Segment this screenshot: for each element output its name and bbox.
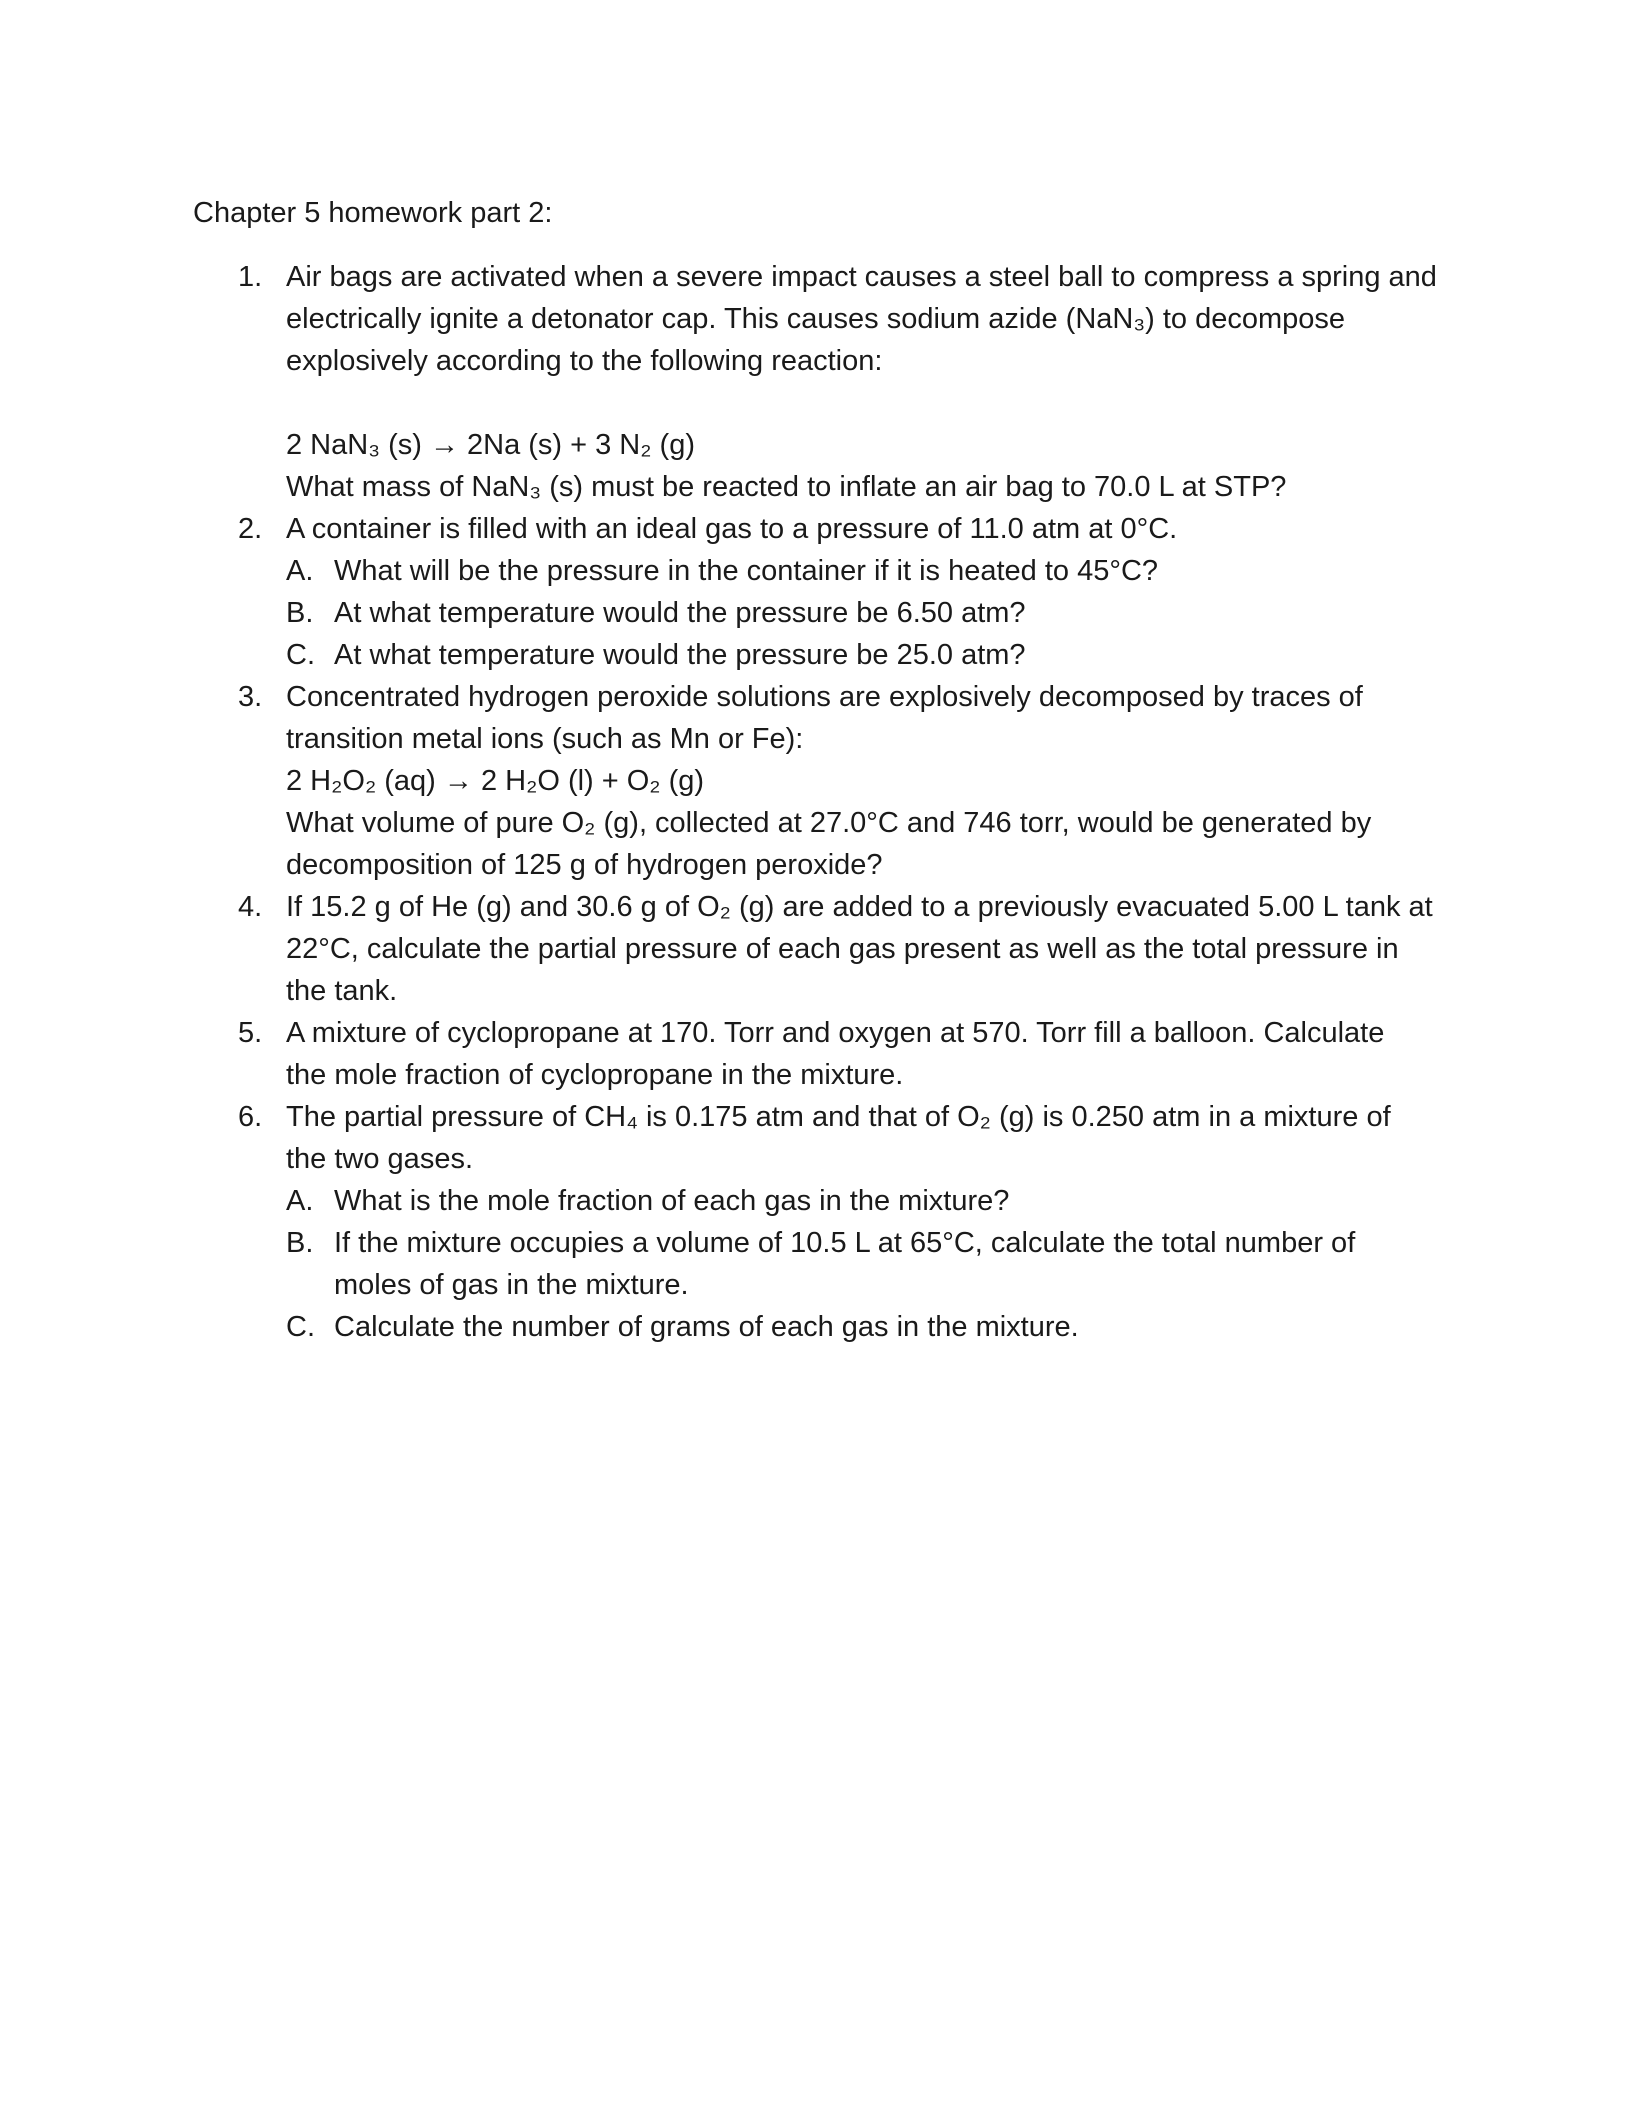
question-text-line: If 15.2 g of He (g) and 30.6 g of O₂ (g) are added to a previously evacuated 5.00 L tank at — [286, 891, 1433, 923]
question-text-line: The partial pressure of CH₄ is 0.175 atm and that of O₂ (g) is 0.250 atm in a mixture of — [286, 1101, 1391, 1133]
subquestion-c — [286, 1306, 1478, 1348]
subquestion-text: What is the mole fraction of each gas in the mixture? — [334, 1185, 1010, 1217]
subquestion-b — [286, 592, 1478, 634]
question-number: 6. — [238, 1101, 263, 1133]
subquestion-label: A. — [286, 555, 314, 587]
question-text-line: transition metal ions (such as Mn or Fe): — [286, 723, 804, 755]
subquestion-b — [286, 1222, 1478, 1306]
subquestion-label: C. — [286, 639, 315, 671]
question-text-line: A mixture of cyclopropane at 170. Torr and oxygen at 570. Torr fill a balloon. Calculate — [286, 1017, 1385, 1049]
blank-line — [286, 382, 1478, 424]
question-3 — [238, 676, 1478, 886]
subquestion-a — [286, 550, 1478, 592]
question-text-line: What volume of pure O₂ (g), collected at 27.0°C and 746 torr, would be generated by — [286, 807, 1372, 839]
question-text-line: A container is filled with an ideal gas to a pressure of 11.0 atm at 0°C. — [286, 513, 1178, 545]
question-1 — [238, 256, 1478, 508]
page-title: Chapter 5 homework part 2: — [193, 197, 553, 229]
question-text-line: explosively according to the following reaction: — [286, 345, 883, 377]
subquestion-text: What will be the pressure in the container if it is heated to 45°C? — [334, 555, 1159, 587]
question-text-line: electrically ignite a detonator cap. This causes sodium azide (NaN₃) to decompose — [286, 303, 1346, 335]
subquestion-text: At what temperature would the pressure be 25.0 atm? — [334, 639, 1026, 671]
subquestion-label: B. — [286, 597, 314, 629]
question-number: 5. — [238, 1017, 263, 1049]
subquestion-text: Calculate the number of grams of each gas in the mixture. — [334, 1311, 1079, 1343]
question-6 — [238, 1096, 1478, 1348]
question-number: 4. — [238, 891, 263, 923]
question-text-line: 22°C, calculate the partial pressure of each gas present as well as the total pressure in — [286, 933, 1399, 965]
subquestion-label: C. — [286, 1311, 315, 1343]
subquestion-text: If the mixture occupies a volume of 10.5 L at 65°C, calculate the total number of — [334, 1227, 1356, 1259]
question-5 — [238, 1012, 1478, 1096]
question-text-line: the two gases. — [286, 1143, 473, 1175]
subquestion-text: At what temperature would the pressure be 6.50 atm? — [334, 597, 1026, 629]
question-2 — [238, 508, 1478, 676]
question-text-line: Air bags are activated when a severe impact causes a steel ball to compress a spring and — [286, 261, 1437, 293]
question-list — [238, 256, 1478, 1348]
question-prompt: What mass of NaN₃ (s) must be reacted to inflate an air bag to 70.0 L at STP? — [286, 471, 1287, 503]
question-text-line: the tank. — [286, 975, 398, 1007]
question-4 — [238, 886, 1478, 1012]
question-text-line: the mole fraction of cyclopropane in the mixture. — [286, 1059, 904, 1091]
reaction-equation: 2 H₂O₂ (aq) → 2 H₂O (l) + O₂ (g) — [286, 765, 705, 797]
question-number: 3. — [238, 681, 263, 713]
question-number: 1. — [238, 261, 263, 293]
question-text-line: Concentrated hydrogen peroxide solutions are explosively decomposed by traces of — [286, 681, 1363, 713]
question-text-line: decomposition of 125 g of hydrogen peroxide? — [286, 849, 883, 881]
subquestion-label: B. — [286, 1227, 314, 1259]
question-number: 2. — [238, 513, 263, 545]
subquestion-label: A. — [286, 1185, 314, 1217]
reaction-equation: 2 NaN₃ (s) → 2Na (s) + 3 N₂ (g) — [286, 429, 696, 461]
subquestion-c — [286, 634, 1478, 676]
subquestion-a — [286, 1180, 1478, 1222]
subquestion-text: moles of gas in the mixture. — [334, 1269, 689, 1301]
